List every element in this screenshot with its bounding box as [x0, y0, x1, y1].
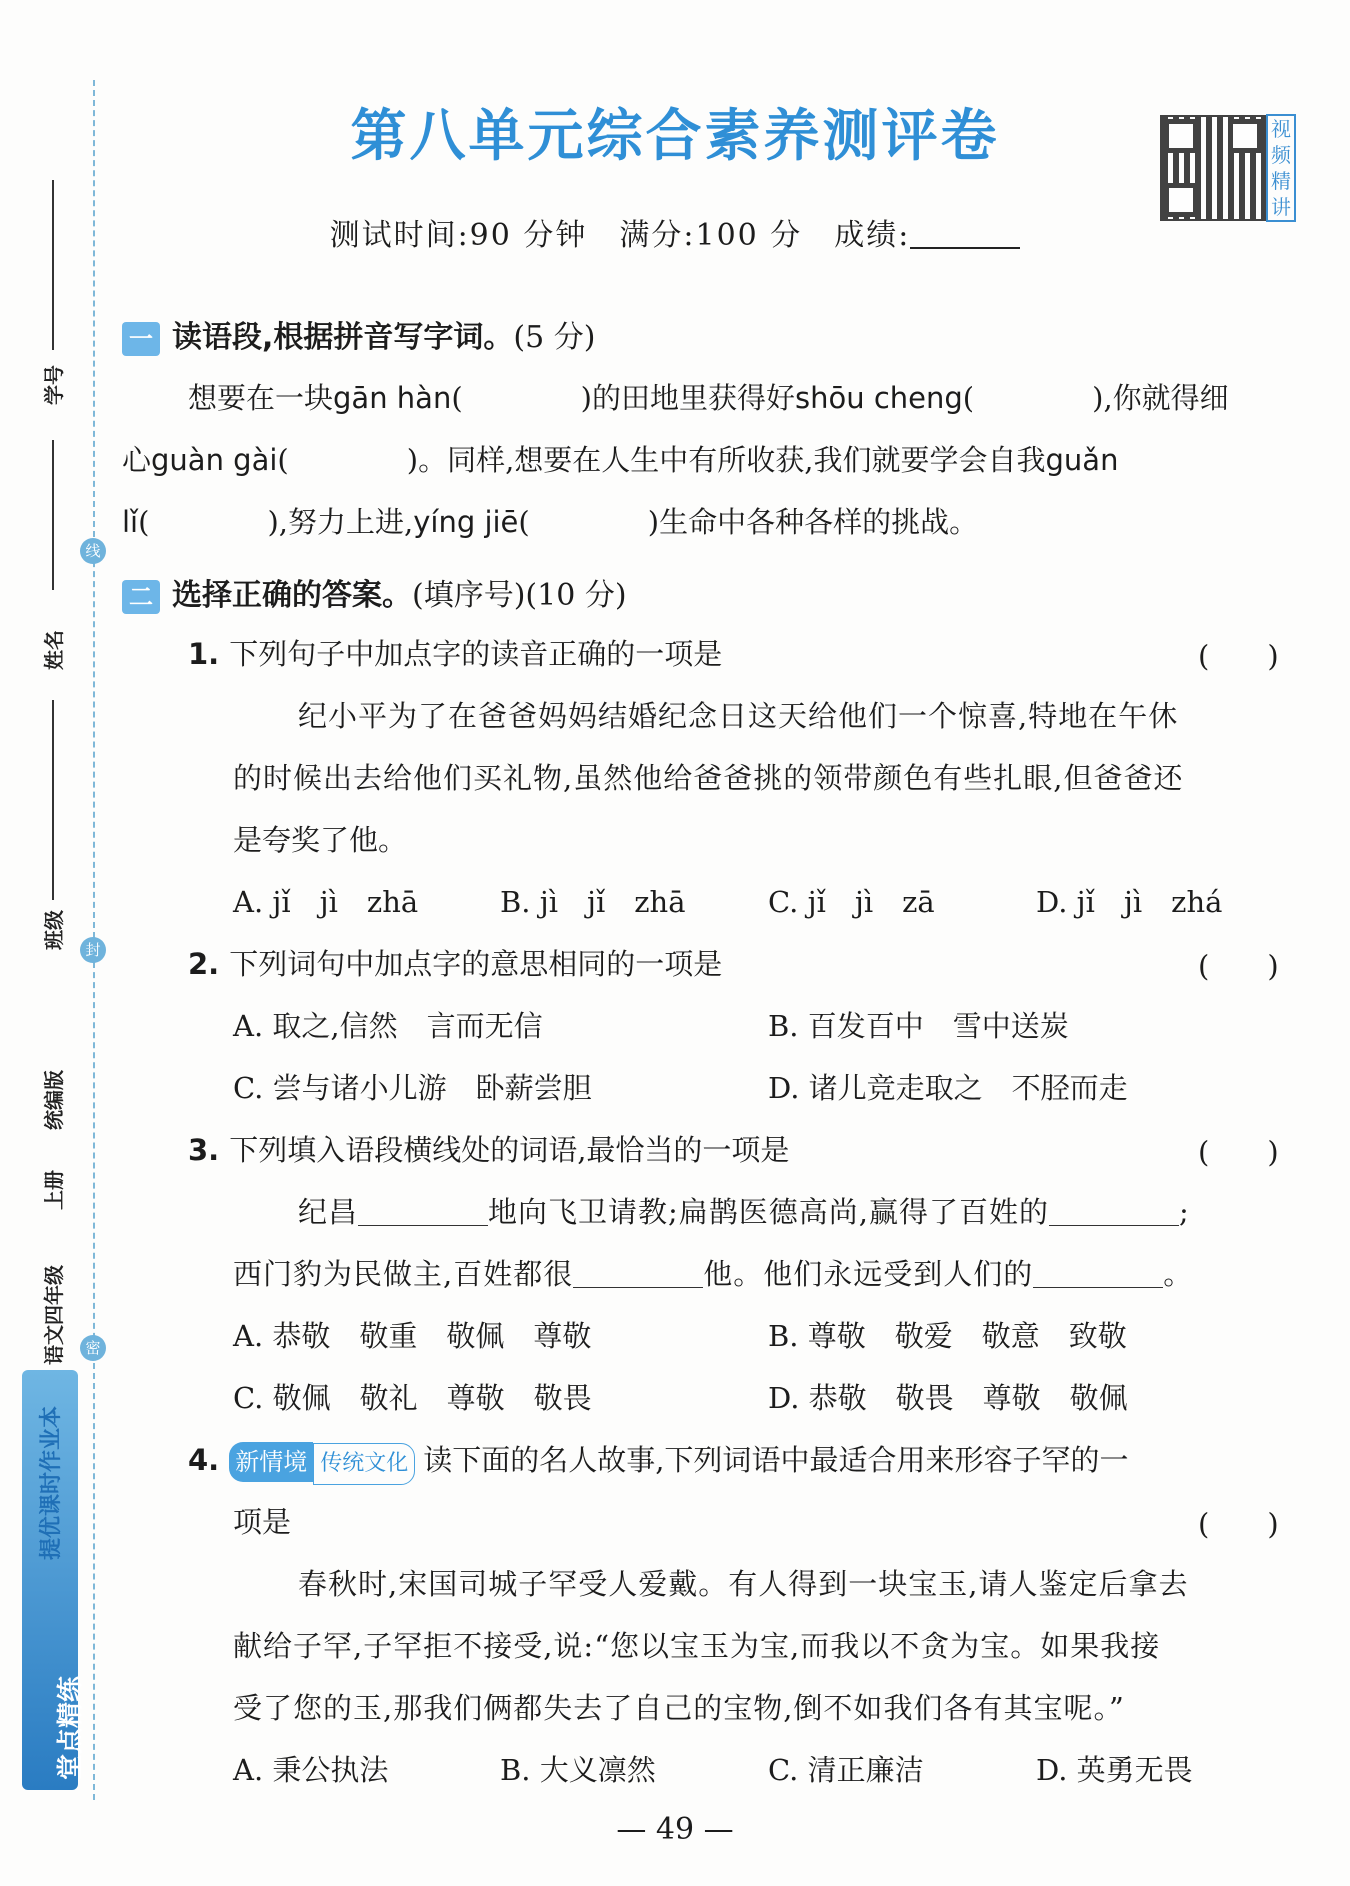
- answer-paren[interactable]: ( ): [1198, 949, 1279, 983]
- q3-option-d[interactable]: D. 恭敬 敬畏 尊敬 敬佩: [768, 1381, 1128, 1415]
- section-2-title: 选择正确的答案。: [172, 578, 412, 613]
- name-line: [52, 700, 54, 900]
- question-3: [188, 1130, 789, 1170]
- q1-passage-line-3: 是夸奖了他。: [233, 823, 408, 857]
- q3-passage-line-1: [298, 1192, 1190, 1232]
- q4-option-b[interactable]: B. 大义凛然: [500, 1753, 656, 1787]
- new-context-tag: 新情境: [229, 1442, 313, 1482]
- text-segment: 想要在一块: [188, 381, 334, 415]
- qr-video-label: 视频精讲: [1266, 114, 1296, 222]
- q1-option-a[interactable]: A. jǐ jì zhā: [233, 885, 419, 919]
- fill-blank[interactable]: [1049, 1199, 1179, 1226]
- fill-blank[interactable]: [573, 1261, 703, 1288]
- bind-mark-secret: 密: [80, 1335, 106, 1361]
- pinyin: guǎn: [1045, 443, 1119, 477]
- question-number: 2.: [188, 947, 220, 981]
- q2-option-a[interactable]: A. 取之,信然 言而无信: [233, 1009, 543, 1043]
- fill-blank[interactable]: [358, 1199, 488, 1226]
- pinyin: gān hàn: [333, 381, 452, 415]
- qr-corner-icon: [1164, 119, 1198, 153]
- text-segment: ,努力上进,: [278, 505, 414, 539]
- question-number: 3.: [188, 1133, 220, 1167]
- class-label: 班级: [42, 910, 66, 950]
- section-2-heading: [122, 570, 627, 614]
- text-segment: 。同样,想要在人生中有所收获,我们就要学会自我: [418, 443, 1046, 477]
- student-id-label: 学号: [42, 365, 66, 405]
- section-2-number: 二: [122, 580, 160, 614]
- question-4: [188, 1440, 1128, 1485]
- q3-option-b[interactable]: B. 尊敬 敬爱 敬意 致敬: [768, 1319, 1127, 1353]
- section-1-line-3: lǐ( ),努力上进,yíng jiē( )生命中各种各样的挑战。: [122, 505, 979, 539]
- qr-corner-icon: [1228, 119, 1262, 153]
- test-meta-text: 测试时间:90 分钟 满分:100 分 成绩:: [329, 218, 911, 253]
- text-segment: ;: [1179, 1195, 1190, 1229]
- answer-paren[interactable]: ( ): [1198, 1507, 1279, 1541]
- q4-option-d[interactable]: D. 英勇无畏: [1036, 1753, 1193, 1787]
- section-1-line-1: 想要在一块gān hàn( )的田地里获得好shōu cheng( ),你就得细: [188, 381, 1229, 415]
- text-segment: 地向飞卫请教;扁鹊医德高尚,赢得了百姓的: [488, 1195, 1050, 1229]
- answer-paren[interactable]: ( ): [1198, 1135, 1279, 1169]
- q4-option-c[interactable]: C. 清正廉洁: [768, 1753, 924, 1787]
- q4-passage-line-2: 献给子罕,子罕拒不接受,说:“您以宝玉为宝,而我以不贪为宝。如果我接: [233, 1629, 1161, 1663]
- q4-passage-line-1: 春秋时,宋国司城子罕受人爱戴。有人得到一块宝玉,请人鉴定后拿去: [298, 1567, 1189, 1601]
- q1-option-d[interactable]: D. jǐ jì zhá: [1036, 885, 1223, 919]
- brand-name: 堂点精练: [56, 1675, 86, 1780]
- q1-passage-line-2: 的时候出去给他们买礼物,虽然他给爸爸挑的领带颜色有些扎眼,但爸爸还: [233, 761, 1184, 795]
- question-number: 4.: [188, 1443, 220, 1477]
- text-segment: 生命中各种各样的挑战。: [659, 505, 979, 539]
- bind-mark-line: 线: [80, 538, 106, 564]
- text-segment: 。: [1163, 1257, 1194, 1291]
- text-segment: 心: [122, 443, 152, 477]
- brand-subtitle: 提优课时作业本: [39, 1405, 64, 1560]
- student-id-line: [52, 180, 54, 350]
- text-segment: ,你就得细: [1103, 381, 1229, 415]
- text-segment: 西门豹为民做主,百姓都很: [233, 1257, 574, 1291]
- pinyin: guàn gài: [151, 443, 278, 477]
- section-2-score: (填序号)(10 分): [412, 578, 627, 613]
- question-1: [188, 634, 722, 674]
- section-1-title: 读语段,根据拼音写字词。: [172, 320, 514, 355]
- text-segment: 他。他们永远受到人们的: [703, 1257, 1034, 1291]
- volume-label: 上册: [42, 1170, 66, 1210]
- pinyin: yíng jiē: [413, 505, 519, 539]
- question-stem: 下列句子中加点字的读音正确的一项是: [229, 637, 723, 671]
- pinyin: lǐ: [122, 505, 139, 539]
- q1-option-b[interactable]: B. jì jǐ zhā: [500, 885, 686, 919]
- page-title: 第八单元综合素养测评卷: [350, 103, 1000, 169]
- section-1-score: (5 分): [513, 320, 596, 355]
- page-number: — 49 —: [616, 1812, 734, 1847]
- section-1-line-2: 心guàn gài( )。同样,想要在人生中有所收获,我们就要学会自我guǎn: [122, 443, 1119, 477]
- text-segment: 纪昌: [298, 1195, 359, 1229]
- q1-passage-line-1: 纪小平为了在爸爸妈妈结婚纪念日这天给他们一个惊喜,特地在午休: [298, 699, 1179, 733]
- score-blank[interactable]: [910, 223, 1020, 249]
- question-2: [188, 944, 722, 984]
- q2-option-c[interactable]: C. 尝与诸小儿游 卧薪尝胆: [233, 1071, 592, 1105]
- student-id-line-2: [52, 440, 54, 590]
- q3-option-c[interactable]: C. 敬佩 敬礼 尊敬 敬畏: [233, 1381, 592, 1415]
- grade-label: 语文四年级: [42, 1265, 66, 1365]
- q2-option-b[interactable]: B. 百发百中 雪中送炭: [768, 1009, 1069, 1043]
- text-segment: 的田地里获得好: [591, 381, 795, 415]
- name-label: 姓名: [42, 630, 66, 670]
- question-stem: 读下面的名人故事,下列词语中最适合用来形容子罕的一: [423, 1443, 1129, 1477]
- q4-stem-line-2: 项是: [233, 1505, 292, 1539]
- binding-strip: [0, 0, 110, 1886]
- pinyin: shōu cheng: [795, 381, 963, 415]
- test-meta: [0, 210, 1350, 254]
- culture-tag: 传统文化: [313, 1443, 415, 1485]
- section-1-number: 一: [122, 322, 160, 356]
- fill-blank[interactable]: [1033, 1261, 1163, 1288]
- qr-code[interactable]: [1160, 115, 1266, 221]
- edition-label: 统编版: [42, 1070, 66, 1130]
- question-number: 1.: [188, 637, 220, 671]
- question-stem: 下列词句中加点字的意思相同的一项是: [229, 947, 723, 981]
- answer-paren[interactable]: ( ): [1198, 639, 1279, 673]
- q4-passage-line-3: 受了您的玉,那我们俩都失去了自己的宝物,倒不如我们各有其宝呢。”: [233, 1691, 1125, 1725]
- q3-option-a[interactable]: A. 恭敬 敬重 敬佩 尊敬: [233, 1319, 592, 1353]
- q4-option-a[interactable]: A. 秉公执法: [233, 1753, 389, 1787]
- question-stem: 下列填入语段横线处的词语,最恰当的一项是: [229, 1133, 790, 1167]
- q1-option-c[interactable]: C. jǐ jì zā: [768, 885, 935, 919]
- q2-option-d[interactable]: D. 诸儿竞走取之 不胫而走: [768, 1071, 1128, 1105]
- bind-mark-seal: 封: [80, 937, 106, 963]
- q3-passage-line-2: [233, 1254, 1193, 1294]
- section-1-heading: [122, 312, 595, 356]
